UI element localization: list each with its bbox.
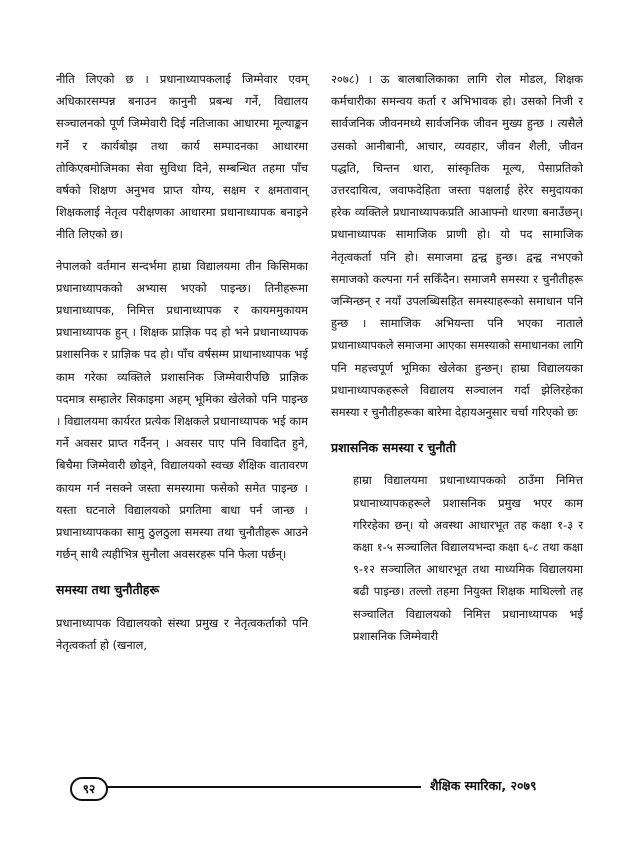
magazine-title: शैक्षिक स्मारिका, २०७९ xyxy=(430,778,537,793)
paragraph: हाम्रा विद्यालयमा प्रधानाध्यापकको ठाउँमा निमित्त प्रधानाध्यापकहरूले प्रशासनिक प्रमुख भएर काम गरिरहेका छन्। यो अवस्था आधारभूत तह कक्षा १-३ र कक्षा १-५ सञ्चालित विद्यालयभन्दा कक्षा ६-८ तथा कक्षा ९-१२ सञ्चालित आधारभूत तथा माध्यमिक विद्यालयमा बढी पाइन्छ। तल्लो तहमा नियुक्त शिक्षक माथिल्लो तह सञ्चालित विद्यालयको निमित्त प्रधानाध्यापक भई प्रशासनिक जिम्मेवारी xyxy=(353,473,583,643)
section-heading: प्रशासनिक समस्या र चुनौती xyxy=(331,440,456,456)
paragraph: २०७८) । ऊ बालबालिकाका लागि रोल मोडल, शिक्षक कर्मचारीका समन्वय कर्ता र अभिभावक हो। उसको निजी र सार्वजनिक जीवनमध्ये सार्वजनिक जीवन मुख्य हुन्छ । त्यसैले उसको आनीबानी, आचार, व्यवहार, जीवन शैली, जीवन पद्धति, चिन्तन धारा, सांस्कृतिक मूल्य, पेसाप्रतिको उत्तरदायित्व, जवाफदेहिता जस्ता पक्षलाई हेरेर समुदायका हरेक व्यक्तिले प्रधानाध्यापकप्रति आआफ्नो धारणा बनाउँछन्। प्रधानाध्यापक सामाजिक प्राणी हो। यो पद सामाजिक नेतृत्वकर्ता पनि हो। समाजमा द्वन्द्व हुन्छ। द्वन्द्व नभएको समाजको कल्पना गर्न सकिँदैन। समाजमै समस्या र चुनौतीहरू जन्मिन्छन् र नयाँ उपलब्धिसहित समस्याहरूको समाधान पनि हुन्छ । सामाजिक अभियन्ता पनि भएका नाताले प्रधानाध्यापकले समाजमा आएका समस्याको समाधानका लागि पनि महत्त्वपूर्ण भूमिका खेलेका हुन्छन्। हाम्रा विद्यालयका प्रधानाध्यापकहरूले विद्यालय सञ्चालन गर्दा झेलिरहेका समस्या र चुनौतीहरूका बारेमा देहायअनुसार चर्चा गरिएको छः xyxy=(331,72,583,420)
paragraph: नीति लिएको छ । प्रधानाध्यापकलाई जिम्मेवार एवम् अधिकारसम्पन्न बनाउन कानुनी प्रबन्ध गर्ने, विद्यालय सञ्चालनको पूर्ण जिम्मेवारी दिई नतिजाका आधारमा मूल्याङ्कन गर्ने र कार्यबोझ तथा कार्य सम्पादनका आधारमा तोकिएबमोजिमका सेवा सुविधा दिने, सम्बन्धित तहमा पाँच वर्षको शिक्षण अनुभव प्राप्त योग्य, सक्षम र क्षमतावान् शिक्षकलाई नेतृत्व परीक्षणका आधारमा प्रधानाध्यापक बनाइने नीति लिएको छ। xyxy=(56,72,308,242)
page-footer xyxy=(0,770,638,810)
right-column xyxy=(331,68,583,647)
footer-divider xyxy=(106,786,421,788)
left-column xyxy=(56,68,308,656)
page-number: ९२ xyxy=(70,777,108,801)
paragraph: प्रधानाध्यापक विद्यालयको संस्था प्रमुख र नेतृत्वकर्ताको पनि नेतृत्वकर्ता हो (खनाल, xyxy=(56,615,308,652)
paragraph: नेपालको वर्तमान सन्दर्भमा हाम्रा विद्यालयमा तीन किसिमका प्रधानाध्यापकको अभ्यास भएको पाइन्छ। तिनीहरूमा प्रधानाध्यापक, निमित्त प्रधानाध्यापक र कायममुकायम प्रधानाध्यापक हुन् । शिक्षक प्राज्ञिक पद हो भने प्रधानाध्यापक प्रशासनिक र प्राज्ञिक पद हो। पाँच वर्षसम्म प्राधानाध्यापक भई काम गरेका व्यक्तिले प्रशासनिक जिम्मेवारीपछि प्राज्ञिक पदमात्र सम्हालेर सिकाइमा अहम् भूमिका खेलेको पनि पाइन्छ । विद्यालयमा कार्यरत प्रत्येक शिक्षकले प्रधानाध्यापक भई काम गर्ने अवसर प्राप्त गर्दैनन् । अवसर पाए पनि विवादित हुने, बिचैमा जिम्मेवारी छोड्ने, विद्यालयको स्वच्छ शैक्षिक वातावरण कायम गर्न नसक्ने जस्ता समस्यामा फसेको समेत पाइन्छ । यस्ता घटनाले विद्यालयको प्रगतिमा बाधा पर्न जान्छ । प्रधानाध्यापकका सामु ठुलठुला समस्या तथा चुनौतीहरू आउने गर्छन् साथै त्यहीभित्र सुनौला अवसरहरू पनि फेला पर्छन्। xyxy=(56,258,308,562)
section-heading: समस्या तथा चुनौतीहरू xyxy=(56,582,160,598)
